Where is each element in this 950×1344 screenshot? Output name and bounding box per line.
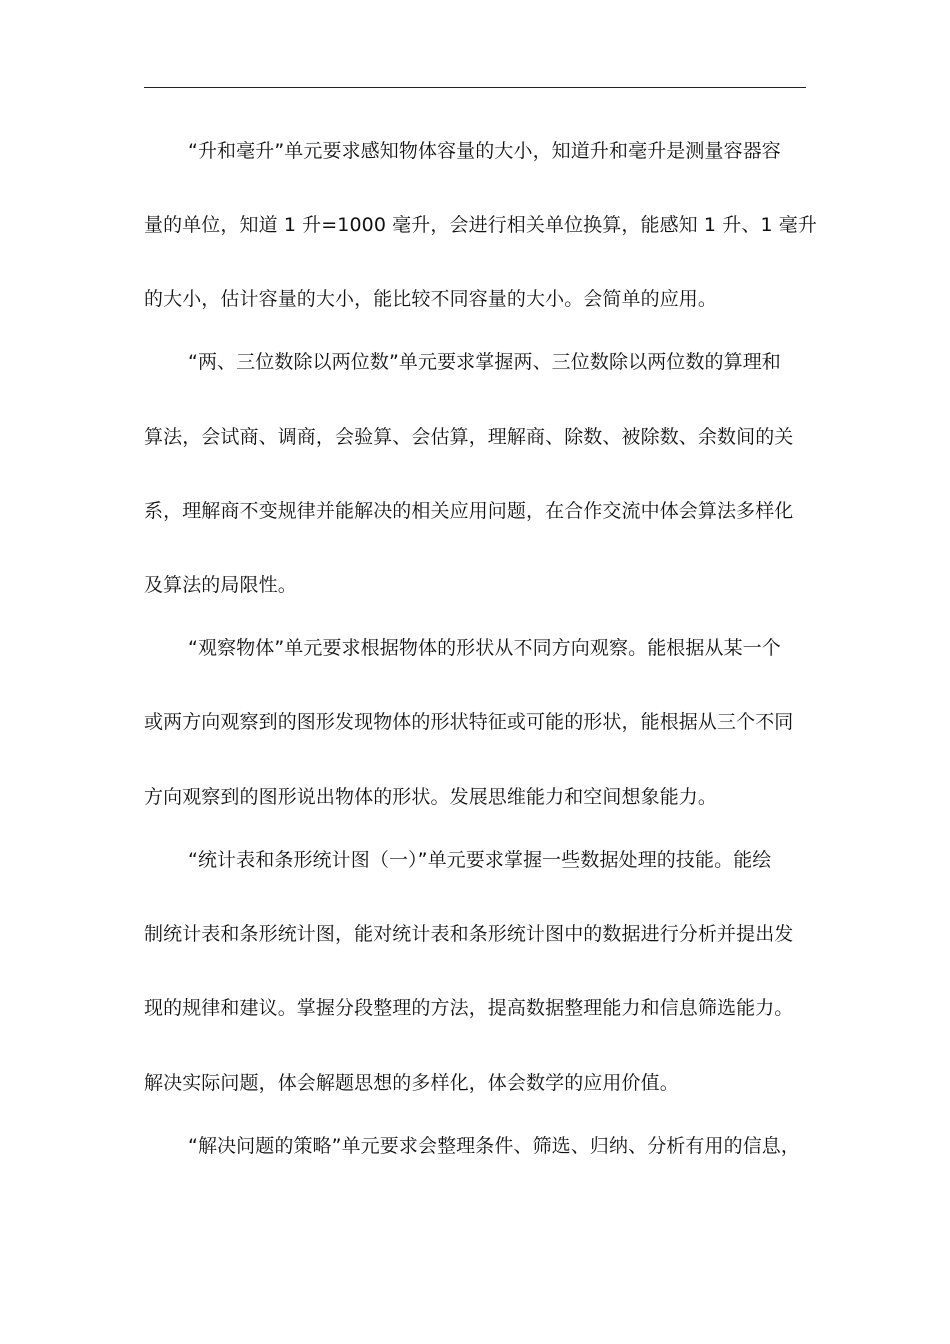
paragraph-line: 量的单位，知道 1 升=1000 毫升，会进行相关单位换算，能感知 1 升、1 毫升 — [144, 214, 817, 236]
header-rule — [144, 87, 806, 88]
paragraph-line: 或两方向观察到的图形发现物体的形状特征或可能的形状，能根据从三个不同 — [144, 711, 794, 733]
paragraph-line: “观察物体”单元要求根据物体的形状从不同方向观察。能根据从某一个 — [188, 637, 781, 659]
paragraph-line: 及算法的局限性。 — [144, 574, 297, 596]
paragraph-line: “升和毫升”单元要求感知物体容量的大小，知道升和毫升是测量容器容 — [188, 140, 781, 162]
paragraph-line: 现的规律和建议。掌握分段整理的方法，提高数据整理能力和信息筛选能力。 — [144, 997, 794, 1019]
paragraph-line: 制统计表和条形统计图，能对统计表和条形统计图中的数据进行分析并提出发 — [144, 923, 794, 945]
paragraph-line: 方向观察到的图形说出物体的形状。发展思维能力和空间想象能力。 — [144, 786, 718, 808]
paragraph-line: “统计表和条形统计图（一）”单元要求掌握一些数据处理的技能。能绘 — [188, 849, 772, 871]
paragraph-line: 解决实际问题，体会解题思想的多样化，体会数学的应用价值。 — [144, 1072, 679, 1094]
paragraph-line: 算法，会试商、调商，会验算、会估算，理解商、除数、被除数、余数间的关 — [144, 426, 794, 448]
paragraph-line: “两、三位数除以两位数”单元要求掌握两、三位数除以两位数的算理和 — [188, 351, 781, 373]
paragraph-line: 系，理解商不变规律并能解决的相关应用问题，在合作交流中体会算法多样化 — [144, 500, 794, 522]
paragraph-line: 的大小，估计容量的大小，能比较不同容量的大小。会简单的应用。 — [144, 288, 718, 310]
paragraph-line: “解决问题的策略”单元要求会整理条件、筛选、归纳、分析有用的信息， — [188, 1135, 800, 1157]
